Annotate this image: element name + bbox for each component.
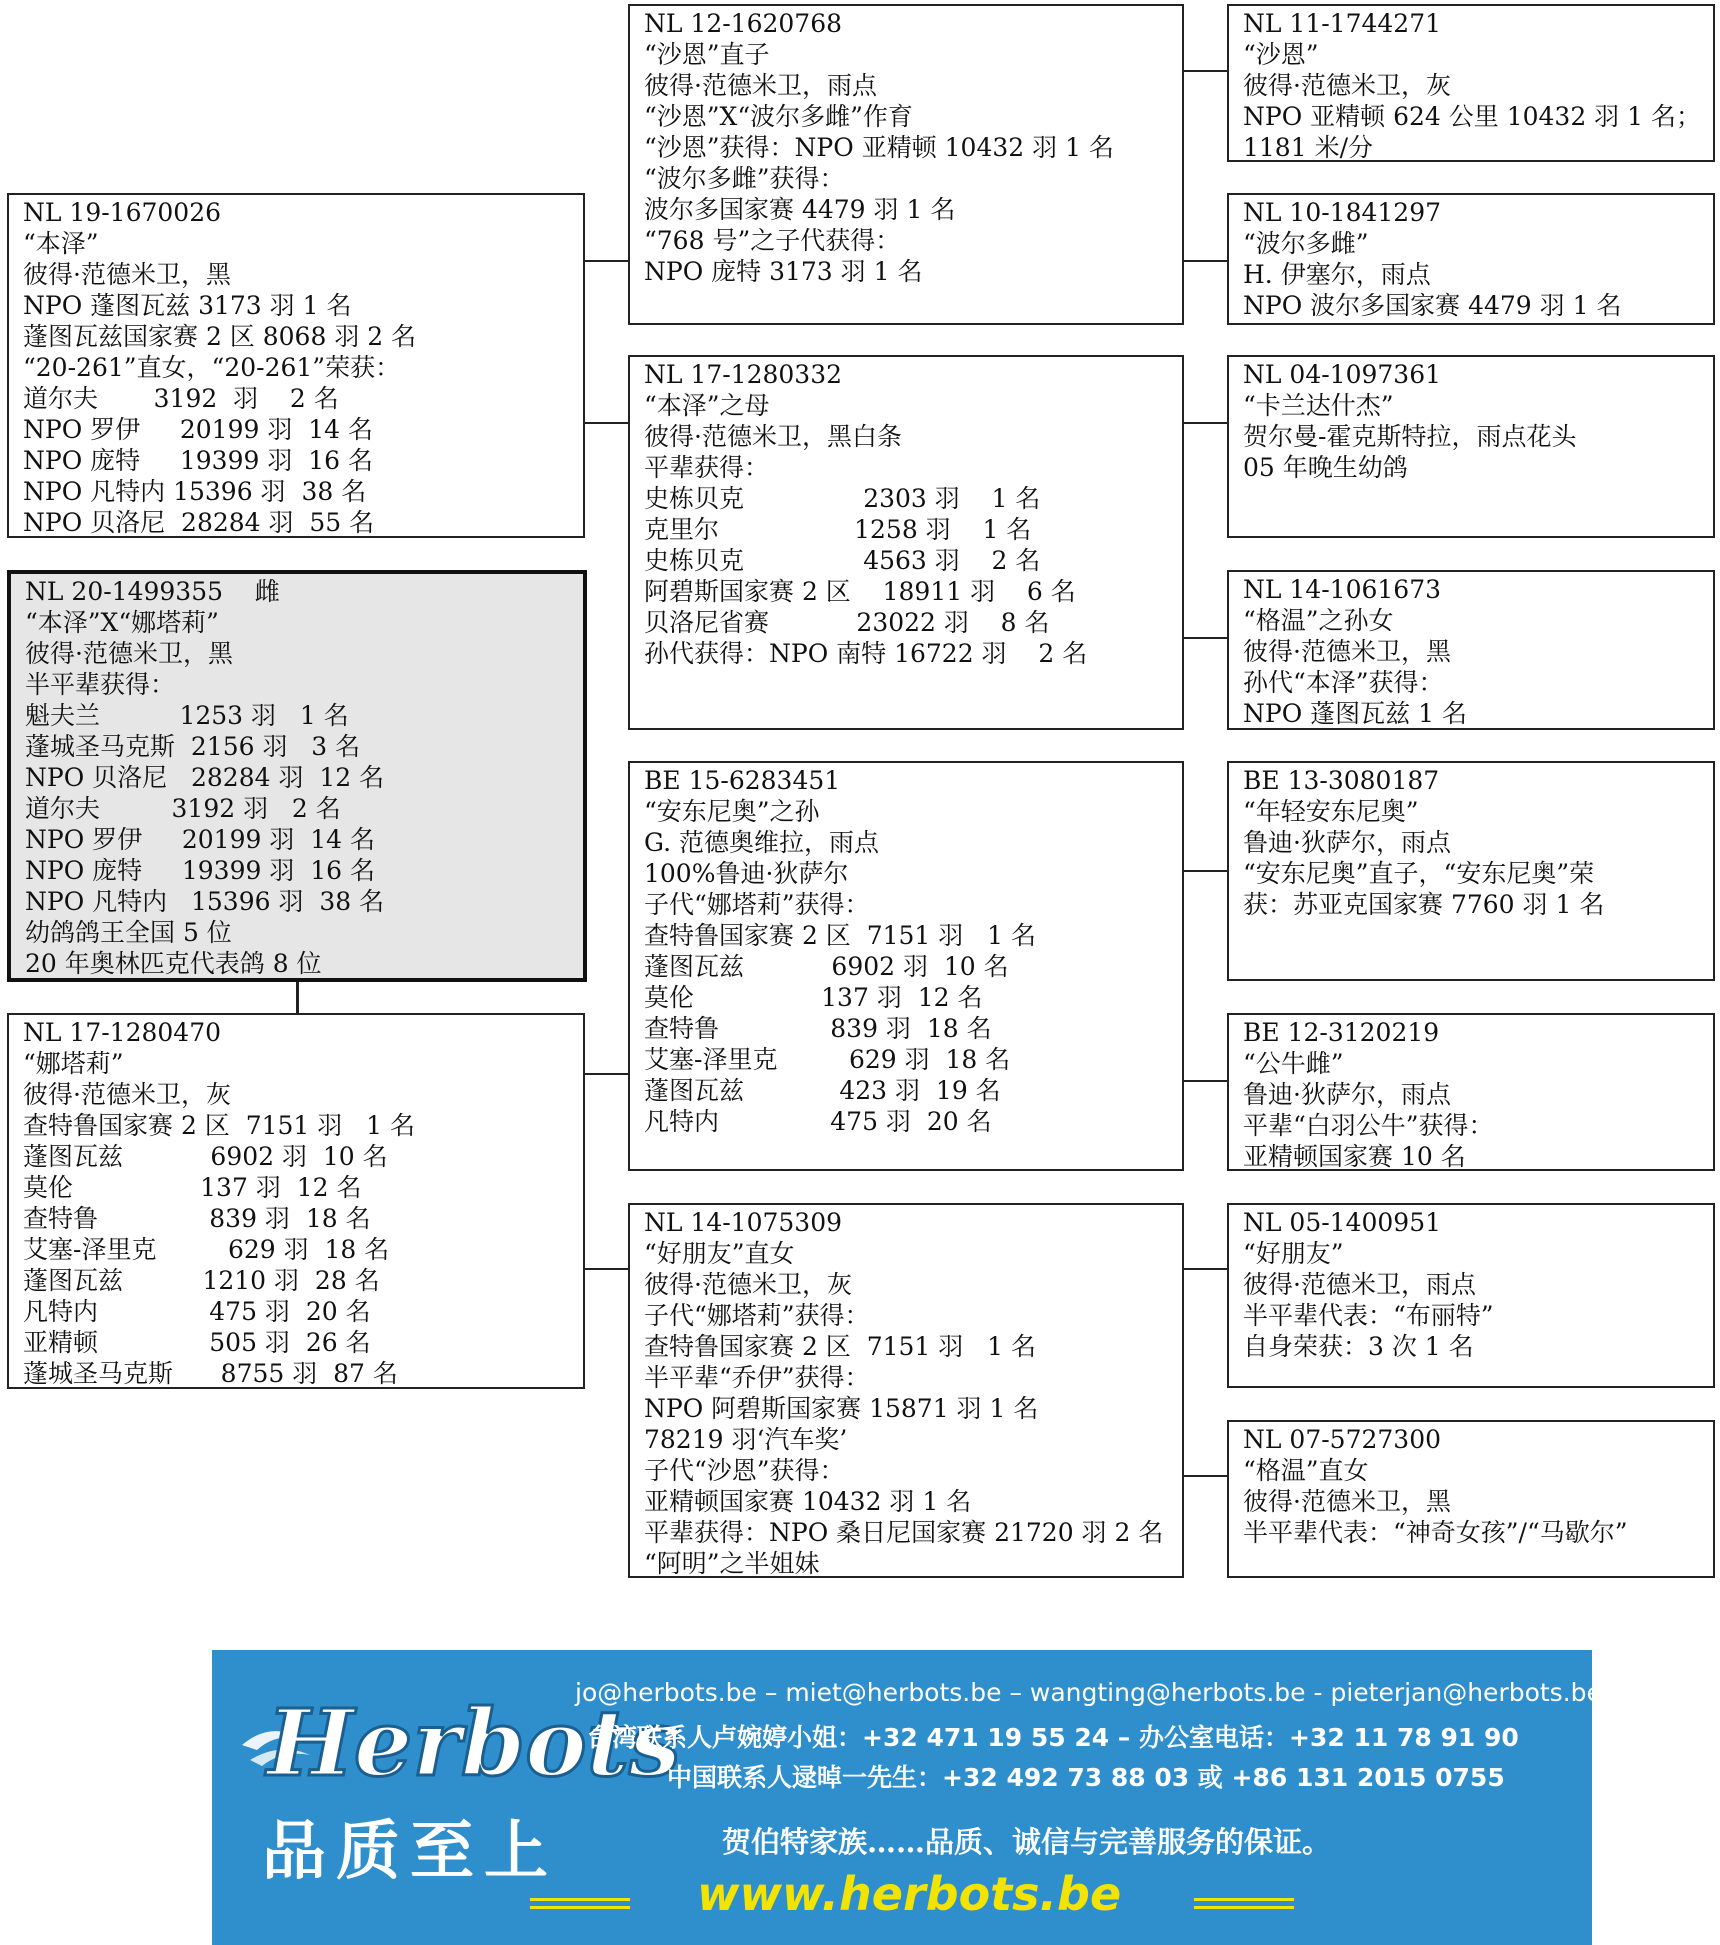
pedigree-line: 凡特内 475 羽 20 名 xyxy=(644,1107,992,1136)
pedigree-line: 亚精顿 505 羽 26 名 xyxy=(23,1328,371,1357)
contact-emails[interactable]: jo@herbots.be – miet@herbots.be – wangting@herbots.be - pieterjan@herbots.be xyxy=(575,1678,1602,1707)
ring-number: BE 15-6283451 xyxy=(644,766,841,795)
pedigree-line: NPO 蓬图瓦兹 3173 羽 1 名 xyxy=(23,291,352,320)
pedigree-line: 蓬图瓦兹 423 羽 19 名 xyxy=(644,1076,1001,1105)
pedigree-line: “波尔多雌”获得： xyxy=(644,164,845,193)
pedigree-line: NPO 亚精顿 624 公里 10432 羽 1 名； xyxy=(1243,102,1701,131)
pedigree-line: 平辈获得： xyxy=(644,453,770,482)
sire-dam-dam-card xyxy=(1227,570,1715,730)
connector-line xyxy=(1183,1080,1228,1082)
pedigree-line: 平辈获得：NPO 桑日尼国家赛 21720 羽 2 名 xyxy=(644,1518,1164,1547)
pedigree-line: NPO 庞特 19399 羽 16 名 xyxy=(23,446,374,475)
pedigree-line: NPO 凡特内 15396 羽 38 名 xyxy=(25,887,385,916)
ring-number: NL 14-1075309 xyxy=(644,1208,843,1237)
pedigree-line: 20 年奥林匹克代表鸽 8 位 xyxy=(25,949,322,978)
sire-sire-sire-card xyxy=(1227,4,1715,162)
pedigree-line: 蓬城圣马克斯 2156 羽 3 名 xyxy=(25,732,361,761)
pedigree-line: “格温”直女 xyxy=(1243,1456,1369,1485)
pedigree-line: “公牛雌” xyxy=(1243,1049,1344,1078)
pedigree-line: “沙恩”获得：NPO 亚精顿 10432 羽 1 名 xyxy=(644,133,1114,162)
ring-number: NL 14-1061673 xyxy=(1243,575,1442,604)
pedigree-line: “安东尼奥”之孙 xyxy=(644,797,820,826)
pedigree-line: 半平辈代表：“神奇女孩”/“马歇尔” xyxy=(1243,1518,1628,1547)
pedigree-line: 道尔夫 3192 羽 2 名 xyxy=(25,794,341,823)
pedigree-line: 蓬图瓦兹国家赛 2 区 8068 羽 2 名 xyxy=(23,322,417,351)
pedigree-line: 亚精顿国家赛 10 名 xyxy=(1243,1142,1466,1171)
pedigree-line: NPO 庞特 3173 羽 1 名 xyxy=(644,257,923,286)
pedigree-line: H. 伊塞尔，雨点 xyxy=(1243,260,1431,289)
sire-card xyxy=(7,193,585,538)
pedigree-line: 鲁迪·狄萨尔，雨点 xyxy=(1243,828,1451,857)
website-link[interactable]: www.herbots.be xyxy=(697,1867,1122,1921)
dam-sire-dam-card xyxy=(1227,1013,1715,1171)
connector-line xyxy=(1183,1475,1228,1477)
ring-number: NL 19-1670026 xyxy=(23,198,222,227)
sire-sire-dam-card xyxy=(1227,193,1715,325)
pedigree-line: 查特鲁国家赛 2 区 7151 羽 1 名 xyxy=(644,1332,1036,1361)
pedigree-line: 道尔夫 3192 羽 2 名 xyxy=(23,384,339,413)
pedigree-line: “安东尼奥”直子，“安东尼奥”荣 xyxy=(1243,859,1595,888)
pedigree-line: NPO 凡特内 15396 羽 38 名 xyxy=(23,477,367,506)
pedigree-line: NPO 波尔多国家赛 4479 羽 1 名 xyxy=(1243,291,1622,320)
pedigree-line: 艾塞-泽里克 629 羽 18 名 xyxy=(23,1235,390,1264)
pedigree-line: 蓬图瓦兹 1210 羽 28 名 xyxy=(23,1266,380,1295)
pedigree-line: 半平辈“乔伊”获得： xyxy=(644,1363,870,1392)
pedigree-line: 蓬图瓦兹 6902 羽 10 名 xyxy=(23,1142,388,1171)
subject-card xyxy=(7,570,587,982)
pedigree-line: 史栋贝克 2303 羽 1 名 xyxy=(644,484,1041,513)
pedigree-line: 彼得·范德米卫，雨点 xyxy=(644,71,877,100)
connector-line xyxy=(1183,70,1228,72)
pedigree-line: 100%鲁迪·狄萨尔 xyxy=(644,859,849,888)
pedigree-line: “768 号”之子代获得： xyxy=(644,226,901,255)
pedigree-line: 78219 羽‘汽车奖’ xyxy=(644,1425,848,1454)
dam-dam-card xyxy=(628,1203,1184,1578)
pedigree-line: NPO 蓬图瓦兹 1 名 xyxy=(1243,699,1467,728)
pedigree-line: “卡兰达什杰” xyxy=(1243,391,1394,420)
connector-line xyxy=(296,980,299,1015)
pedigree-line: 莫伦 137 羽 12 名 xyxy=(23,1173,362,1202)
pedigree-line: 莫伦 137 羽 12 名 xyxy=(644,983,983,1012)
ring-number: NL 10-1841297 xyxy=(1243,198,1442,227)
dam-card xyxy=(7,1013,585,1389)
pedigree-line: 彼得·范德米卫，黑 xyxy=(1243,637,1451,666)
pedigree-line: “阿明”之半姐妹 xyxy=(644,1549,820,1578)
pedigree-line: “沙恩” xyxy=(1243,40,1319,69)
pedigree-line: 彼得·范德米卫，黑 xyxy=(23,260,231,289)
tagline: 贺伯特家族……品质、诚信与完善服务的保证。 xyxy=(722,1825,1332,1859)
pedigree-line: “波尔多雌” xyxy=(1243,229,1369,258)
connector-line xyxy=(1183,637,1228,639)
pedigree-line: 蓬城圣马克斯 8755 羽 87 名 xyxy=(23,1359,398,1388)
herbots-banner xyxy=(212,1650,1602,1945)
pedigree-line: “娜塔莉” xyxy=(23,1049,124,1078)
ring-number: NL 17-1280470 xyxy=(23,1018,222,1047)
pedigree-line: 幼鸽鸽王全国 5 位 xyxy=(25,918,232,947)
pedigree-line: 艾塞-泽里克 629 羽 18 名 xyxy=(644,1045,1011,1074)
pedigree-line: 鲁迪·狄萨尔，雨点 xyxy=(1243,1080,1451,1109)
pedigree-line: 阿碧斯国家赛 2 区 18911 羽 6 名 xyxy=(644,577,1076,606)
dam-sire-card xyxy=(628,761,1184,1171)
pedigree-line: 半平辈获得： xyxy=(25,670,176,699)
pedigree-line: 克里尔 1258 羽 1 名 xyxy=(644,515,1032,544)
pedigree-line: “本泽”之母 xyxy=(644,391,770,420)
ring-number: NL 04-1097361 xyxy=(1243,360,1442,389)
pedigree-line: 亚精顿国家赛 10432 羽 1 名 xyxy=(644,1487,972,1516)
pedigree-line: 子代“沙恩”获得： xyxy=(644,1456,845,1485)
dam-dam-sire-card xyxy=(1227,1203,1715,1388)
decorative-dash xyxy=(1194,1898,1294,1901)
pedigree-line: 查特鲁国家赛 2 区 7151 羽 1 名 xyxy=(23,1111,415,1140)
connector-line xyxy=(1183,870,1228,872)
decorative-dash xyxy=(1194,1906,1294,1909)
pedigree-line: 1181 米/分 xyxy=(1243,133,1373,162)
pedigree-line: 自身荣获：3 次 1 名 xyxy=(1243,1332,1474,1361)
pedigree-line: 子代“娜塔莉”获得： xyxy=(644,890,870,919)
pedigree-line: 彼得·范德米卫，黑 xyxy=(25,639,233,668)
connector-line xyxy=(1183,422,1228,424)
sire-dam-card xyxy=(628,355,1184,730)
pedigree-line: NPO 贝洛尼 28284 羽 55 名 xyxy=(23,508,375,537)
pedigree-line: 波尔多国家赛 4479 羽 1 名 xyxy=(644,195,956,224)
pedigree-line: NPO 庞特 19399 羽 16 名 xyxy=(25,856,376,885)
pedigree-line: 魁夫兰 1253 羽 1 名 xyxy=(25,701,349,730)
pedigree-line: “本泽” xyxy=(23,229,99,258)
pedigree-line: G. 范德奥维拉，雨点 xyxy=(644,828,879,857)
pedigree-line: “本泽”X“娜塔莉” xyxy=(25,608,219,637)
pedigree-line: “20-261”直女，“20-261”荣获： xyxy=(23,353,401,382)
pedigree-line: “年轻安东尼奥” xyxy=(1243,797,1419,826)
pedigree-line: 查特鲁 839 羽 18 名 xyxy=(23,1204,371,1233)
pedigree-line: 孙代获得：NPO 南特 16722 羽 2 名 xyxy=(644,639,1088,668)
pedigree-line: 05 年晚生幼鸽 xyxy=(1243,453,1408,482)
pedigree-line: “好朋友”直女 xyxy=(644,1239,795,1268)
connector-line xyxy=(584,1073,629,1075)
ring-number: NL 11-1744271 xyxy=(1243,9,1442,38)
svg-text:Herbots: Herbots xyxy=(267,1689,681,1797)
pedigree-line: 平辈“白羽公牛”获得： xyxy=(1243,1111,1494,1140)
ring-number: NL 20-1499355 雌 xyxy=(25,577,280,606)
decorative-dash xyxy=(530,1898,630,1901)
pedigree-line: NPO 罗伊 20199 羽 14 名 xyxy=(25,825,376,854)
ring-number: NL 05-1400951 xyxy=(1243,1208,1442,1237)
pedigree-line: 贝洛尼省赛 23022 羽 8 名 xyxy=(644,608,1050,637)
pedigree-line: “沙恩”直子 xyxy=(644,40,770,69)
pedigree-line: 获：苏亚克国家赛 7760 羽 1 名 xyxy=(1243,890,1605,919)
pedigree-line: 半平辈代表：“布丽特” xyxy=(1243,1301,1494,1330)
pedigree-line: 凡特内 475 羽 20 名 xyxy=(23,1297,371,1326)
ring-number: NL 17-1280332 xyxy=(644,360,843,389)
herbots-logo xyxy=(232,1670,681,1810)
pedigree-line: 彼得·范德米卫，灰 xyxy=(1243,71,1451,100)
pedigree-line: 彼得·范德米卫，黑白条 xyxy=(644,422,902,451)
contact-china: 中国联系人逯晫一先生：+32 492 73 88 03 或 +86 131 2015 0755 xyxy=(667,1763,1505,1792)
sire-dam-sire-card xyxy=(1227,355,1715,538)
pedigree-line: 贺尔曼-霍克斯特拉，雨点花头 xyxy=(1243,422,1577,451)
pedigree-line: “沙恩”X“波尔多雌”作育 xyxy=(644,102,913,131)
ring-number: NL 12-1620768 xyxy=(644,9,843,38)
connector-line xyxy=(1183,260,1228,262)
pedigree-line: 彼得·范德米卫，黑 xyxy=(1243,1487,1451,1516)
pedigree-line: “好朋友” xyxy=(1243,1239,1344,1268)
ring-number: BE 12-3120219 xyxy=(1243,1018,1440,1047)
connector-line xyxy=(1183,1268,1228,1270)
sire-sire-card xyxy=(628,4,1184,325)
pedigree-line: 彼得·范德米卫，雨点 xyxy=(1243,1270,1476,1299)
pedigree-line: “格温”之孙女 xyxy=(1243,606,1394,635)
connector-line xyxy=(584,422,629,424)
ring-number: NL 07-5727300 xyxy=(1243,1425,1442,1454)
connector-line xyxy=(584,1268,629,1270)
pedigree-line: 孙代“本泽”获得： xyxy=(1243,668,1444,697)
dam-sire-sire-card xyxy=(1227,761,1715,981)
pedigree-line: 彼得·范德米卫，灰 xyxy=(23,1080,231,1109)
pedigree-line: 史栋贝克 4563 羽 2 名 xyxy=(644,546,1041,575)
pedigree-line: 子代“娜塔莉”获得： xyxy=(644,1301,870,1330)
pedigree-line: NPO 贝洛尼 28284 羽 12 名 xyxy=(25,763,385,792)
pedigree-line: 彼得·范德米卫，灰 xyxy=(644,1270,852,1299)
pedigree-line: 蓬图瓦兹 6902 羽 10 名 xyxy=(644,952,1009,981)
pedigree-line: NPO 阿碧斯国家赛 15871 羽 1 名 xyxy=(644,1394,1039,1423)
pedigree-line: 查特鲁国家赛 2 区 7151 羽 1 名 xyxy=(644,921,1036,950)
ring-number: BE 13-3080187 xyxy=(1243,766,1440,795)
contact-taiwan: 台湾联系人卢婉婷小姐：+32 471 19 55 24 – 办公室电话：+32 11 78 91 90 xyxy=(587,1723,1519,1752)
pedigree-line: NPO 罗伊 20199 羽 14 名 xyxy=(23,415,374,444)
dam-dam-dam-card xyxy=(1227,1420,1715,1578)
decorative-dash xyxy=(530,1906,630,1909)
pedigree-line: 查特鲁 839 羽 18 名 xyxy=(644,1014,992,1043)
slogan: 品质至上 xyxy=(262,1814,558,1889)
connector-line xyxy=(584,260,629,262)
